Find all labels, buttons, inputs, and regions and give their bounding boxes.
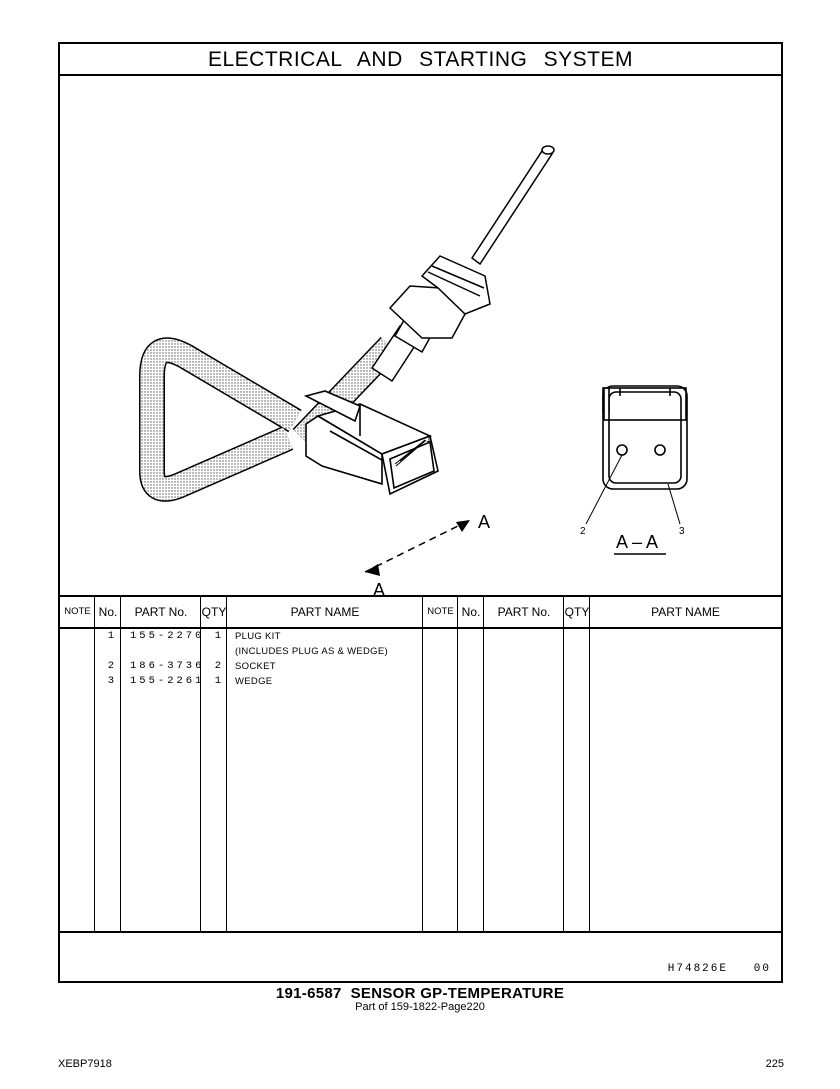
row-1-name-cont: (INCLUDES PLUG AS & WEDGE) xyxy=(235,646,388,657)
col-header-note-2: NOTE xyxy=(427,606,454,617)
temperature-sensor-drawing xyxy=(372,146,554,381)
parts-table xyxy=(60,595,781,931)
row-1-name: PLUG KIT xyxy=(235,631,281,642)
col-header-part-no: PART No. xyxy=(134,605,188,619)
parts-illustration xyxy=(60,76,781,595)
col-header-part-name-2: PART NAME xyxy=(651,605,720,619)
col-header-qty: QTY xyxy=(201,605,227,619)
section-marker-a-bottom: A xyxy=(373,580,386,595)
col-header-no: No. xyxy=(98,605,118,619)
plug-connector-drawing xyxy=(306,391,438,494)
callout-1: 1 xyxy=(426,434,432,445)
part-caption: 191-6587 SENSOR GP-TEMPERATURE xyxy=(275,985,565,1002)
row-3-no: 3 xyxy=(107,675,114,687)
row-3-name: WEDGE xyxy=(235,676,273,687)
row-2-qty: 2 xyxy=(214,660,221,672)
section-view-drawing xyxy=(603,386,687,489)
row-3-part-no: 155-2261 xyxy=(130,675,205,687)
row-2-name: SOCKET xyxy=(235,661,276,672)
page-number: 225 xyxy=(765,1058,784,1070)
page-frame xyxy=(58,42,783,983)
row-2-no: 2 xyxy=(107,660,114,672)
illustration-id: H74826E 00 xyxy=(667,963,771,975)
page-title: ELECTRICAL AND STARTING SYSTEM xyxy=(60,44,781,76)
col-header-note: NOTE xyxy=(64,606,91,617)
row-2-part-no: 186-3736 xyxy=(130,660,205,672)
section-marker-a-top: A xyxy=(478,512,491,532)
callout-2: 2 xyxy=(580,526,586,537)
row-1-part-no: 155-2270 xyxy=(130,630,205,642)
document-id: XEBP7918 xyxy=(58,1058,112,1070)
section-view-label: A – A xyxy=(616,532,659,552)
row-3-qty: 1 xyxy=(214,675,221,687)
callout-3: 3 xyxy=(679,526,685,537)
col-header-qty-2: QTY xyxy=(564,605,590,619)
col-header-part-name: PART NAME xyxy=(290,605,360,619)
row-1-qty: 1 xyxy=(214,630,221,642)
illustration-footer xyxy=(60,931,781,983)
row-1-no: 1 xyxy=(107,630,114,642)
col-header-no-2: No. xyxy=(461,605,481,619)
col-header-part-no-2: PART No. xyxy=(497,605,551,619)
part-of-reference: Part of 159-1822-Page220 xyxy=(355,1001,485,1013)
